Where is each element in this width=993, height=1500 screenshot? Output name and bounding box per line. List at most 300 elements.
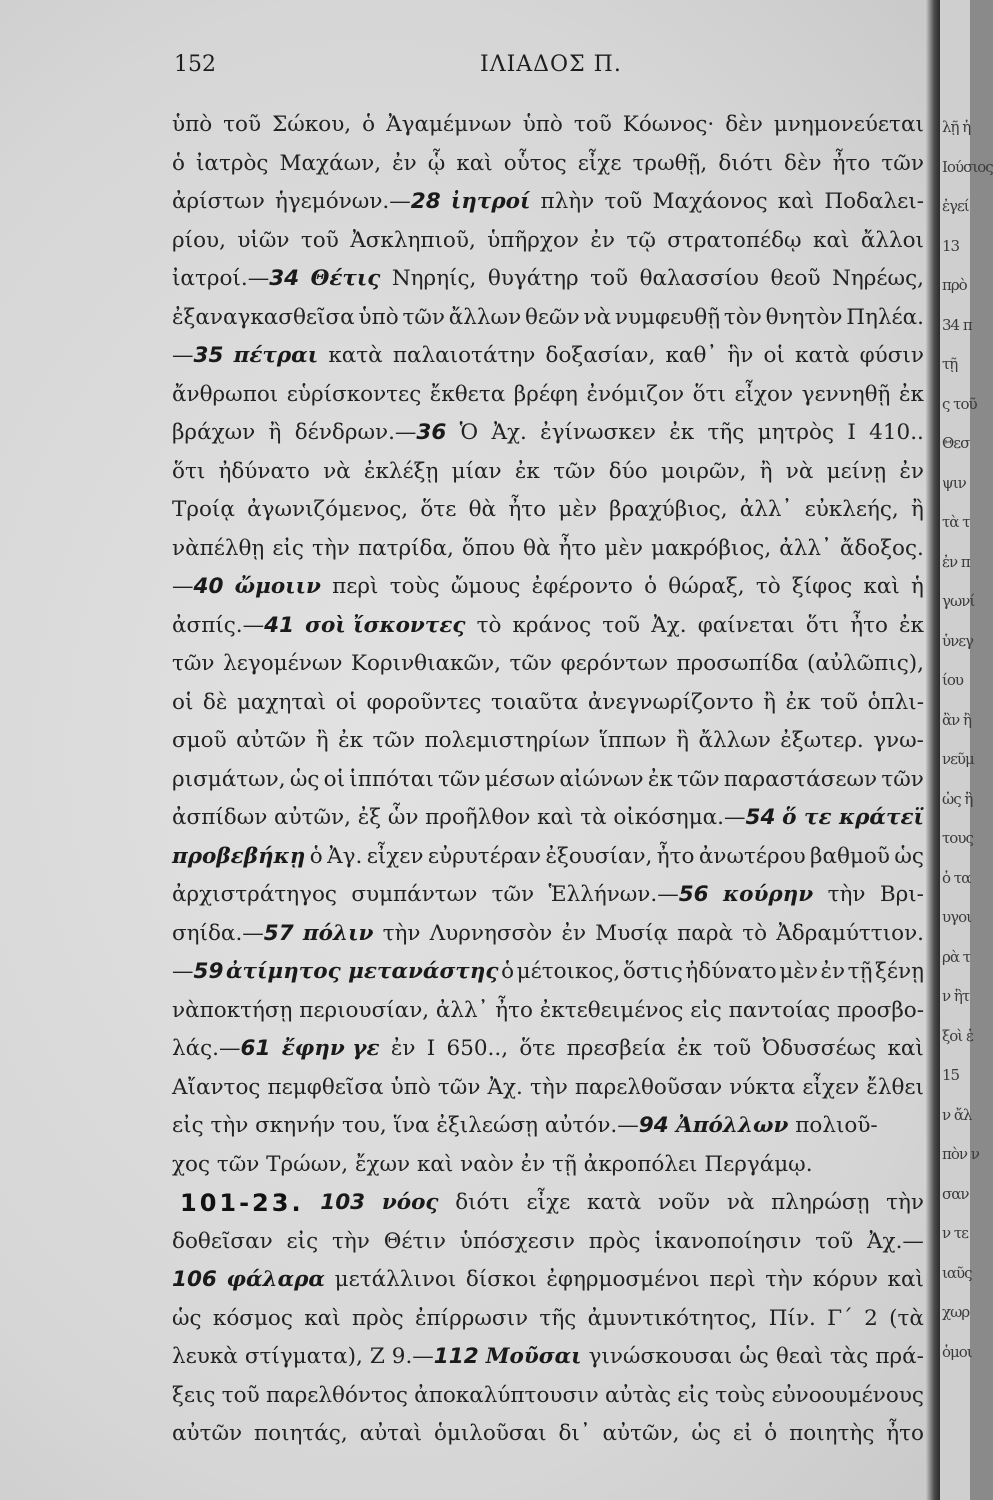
text-run: Ἀγαμέμνων [386,112,512,137]
word [734,376,793,415]
text-run: ἐν [561,920,587,946]
facing-page-fragment: πὸν ν [942,1145,979,1163]
word [172,453,205,492]
word [427,1030,436,1069]
word [899,376,924,415]
text-run: ρισμάτων, [172,766,286,792]
text-run: θεῶν [524,304,580,330]
text-run: βραχύβιος, [609,497,728,522]
word [766,299,843,338]
word [487,222,579,261]
text-line [172,491,924,530]
word [488,260,579,299]
text-run: αὐτὰς [604,1382,671,1408]
word [676,722,689,761]
word [587,1184,641,1223]
text-line [172,530,924,569]
text-run: υἱῶν [237,227,290,253]
word [864,1300,878,1339]
text-run: στίγματα), [244,1344,363,1369]
word [203,684,227,723]
word [658,1184,710,1223]
word [391,1030,416,1069]
text-run: μείνῃ [826,458,887,484]
text-run: τῇ [847,959,873,984]
lemma: κούρην [723,882,814,907]
word [338,722,363,761]
word [172,1377,215,1416]
text-run: (τὰ [889,1305,924,1331]
facing-page-fragment: χωρ [942,1303,970,1321]
text-run: ἡγεμόνων.— [274,189,411,214]
text-run: μακρόβιος, [650,535,772,561]
text-run: τῆς [539,1305,577,1331]
text-run: τὰς [829,1344,869,1369]
text-run: ὡς [691,1421,721,1446]
text-run: Ἀσκληπιοῦ, [350,227,476,253]
word [677,645,799,684]
word [589,1338,733,1377]
text-run: ὑπόσχεσιν [459,1228,575,1254]
text-run: τῶν [677,766,720,792]
word [774,106,924,145]
text-line [172,222,924,261]
word [848,953,873,992]
word [236,722,306,761]
word [324,761,345,800]
word [430,376,505,415]
lemma: προβεβήκῃ [172,843,306,869]
word [815,1223,853,1262]
text-run: Κορινθιακῶν, [351,651,501,676]
text-run: τῶν [509,651,552,676]
text-run: καὶ [887,1267,924,1292]
word [887,1030,923,1069]
word [899,453,924,492]
text-run: ἐκ [677,1036,702,1061]
word [424,722,589,761]
text-line [172,106,924,145]
word [491,414,526,453]
word [299,992,429,1031]
text-line [172,1223,924,1262]
word [590,222,615,261]
text-run: εἰς [272,535,304,561]
text-line [172,1184,924,1223]
facing-page-edge [940,0,993,1500]
word [466,1261,537,1300]
text-run: Πίν. [768,1305,816,1331]
word [713,1030,751,1069]
word [806,607,839,646]
word [310,838,323,877]
word [760,453,773,492]
text-run: τῶν [881,766,924,792]
text-run: καὶ [863,574,900,599]
commentary-text [172,106,924,1454]
word [677,1377,709,1416]
word [729,992,831,1031]
text-run: Σώκου, [272,112,352,137]
text-run: εἰς [677,1382,709,1408]
facing-page-fragment: ὁμοι [942,1342,972,1361]
word [786,453,814,492]
word [275,183,441,222]
text-run: Ἀχ. [487,1074,523,1100]
text-run: ἦτο [832,150,871,176]
text-run: Ἀχ. [491,420,527,445]
word [782,799,924,838]
text-run: δὲν [784,150,822,176]
text-run: καὶ [304,1305,341,1331]
text-run: πατρίδα, [357,535,454,561]
word [223,106,261,145]
text-run: ἠδύνατο [218,458,310,484]
text-run: τοῦ [602,612,641,638]
text-run: τὴν [529,1074,568,1100]
text-run: ἄδοξος. [839,535,924,561]
text-run: παρελθόντος [265,1382,408,1408]
word [438,1069,481,1108]
word [428,838,541,877]
facing-page-fragment: τὰ τ [942,513,970,531]
word [312,530,350,569]
word [802,376,891,415]
word [559,761,643,800]
word [352,1300,404,1339]
text-run: πολεμιστηρίων [424,728,590,753]
text-run: τοὺς [389,574,440,599]
text-line [172,684,924,723]
text-run: γνω- [873,728,924,753]
text-run: τὴν [886,1190,924,1215]
word [586,376,684,415]
word [392,1338,479,1377]
text-run: θώραξ, [668,574,745,599]
text-run: προσωπίδα [676,651,799,676]
word [350,222,476,261]
text-run: καὶ [456,150,493,176]
word [539,1300,576,1339]
word [667,222,801,261]
word [172,607,294,646]
text-line [172,876,924,915]
text-line [172,1030,924,1069]
word [332,1223,370,1262]
text-run: νὰ [726,1190,755,1215]
text-run: αὐταὶ [359,1421,423,1446]
word [802,1069,859,1108]
text-run: Αἴαντος [172,1074,261,1100]
text-run: ὁμιλοῦσαι [433,1421,547,1446]
word [776,915,924,954]
text-line [172,1107,924,1146]
text-run: νὰπέλθῃ [172,535,265,561]
text-run: συμπάντων [351,882,478,907]
word [172,799,267,838]
word [523,530,550,569]
facing-page-fragment: Ιούσιος [942,157,993,176]
lemma: σοὶ ἴσκοντες [305,612,466,638]
text-run: 410.. [869,420,924,445]
facing-page-fragment: ὡς ἢ [942,789,973,808]
word [875,1338,924,1377]
text-run: ἐν [899,458,924,484]
text-run: ἢ [763,689,777,715]
text-run: ἀγωνιζόμενος, [247,497,409,522]
word [392,145,417,184]
word [247,491,408,530]
text-run: ἢ [759,458,773,484]
word [172,915,294,954]
word [428,145,446,184]
facing-page-fragment: γωνί [942,592,975,610]
word [362,106,375,145]
facing-page-fragment: ίου [942,671,964,689]
section-range: 101-23. [180,1189,304,1217]
word [351,645,501,684]
word [254,1415,348,1454]
word [384,1223,446,1262]
text-run: πληρώσῃ [771,1190,870,1215]
text-run: ἄλλοι [860,227,924,253]
line-number-ref: 35 [193,343,224,368]
word [813,1261,878,1300]
text-run: τῶν [553,458,596,484]
word [574,106,612,145]
word [311,260,381,299]
word [778,183,814,222]
word [837,992,924,1031]
text-run: νυμφευθῇ [614,304,721,330]
text-run: καὶ [813,227,850,253]
text-run: οἰκόσημα.— [613,805,746,830]
text-run: ἰατρὸς [196,150,269,176]
text-run: κόρυν [812,1267,878,1292]
word [875,953,924,992]
word [830,1338,868,1377]
word [911,568,924,607]
facing-page-fragment: υγοι [942,908,971,926]
facing-page-fragment: τῇ [942,355,958,373]
word [588,684,754,723]
line-number-ref: 28 [410,189,441,214]
text-run: αὐτῶν [172,1421,243,1446]
word [530,1069,568,1108]
word [715,1377,765,1416]
word [561,915,586,954]
word [452,453,502,492]
text-run: ἐνόμιζον [586,381,685,407]
lemma: ἰητροί [450,189,531,214]
word [723,876,813,915]
word [449,299,521,338]
text-run: κράνος [512,612,592,638]
word [172,145,185,184]
text-run: ἐγίνωσκεν [540,420,656,445]
text-run: περὶ [709,1267,756,1292]
line-number-ref: 59 [193,959,224,984]
text-run: ἀποκαλύπτουσιν [414,1382,599,1408]
text-run: ἢ [910,497,924,522]
text-run: καὶ [537,805,574,830]
text-line [172,337,924,376]
word [779,953,818,992]
text-run: μὲν [558,497,597,522]
text-run: ἐκλέξῃ [363,458,439,484]
text-run: Ἀχ.— [867,1228,924,1254]
word [827,1300,853,1339]
text-run: δι᾽ [558,1421,591,1446]
word [323,453,351,492]
text-run: ἦτο [558,535,597,561]
word [269,414,282,453]
facing-page-fragment: πρὸ [942,276,967,294]
facing-page-fragment: ψιν [942,473,966,492]
word [739,1338,769,1377]
word [172,1415,242,1454]
word [196,145,268,184]
word [840,530,924,569]
text-run: ὁ [309,843,323,869]
word [868,684,924,723]
word [644,568,657,607]
word [501,953,514,992]
book-spine-gutter [926,0,940,1500]
word [718,145,773,184]
text-run: τοῦ [300,227,339,253]
lemma: Μοῦσαι [485,1344,582,1369]
word [850,607,888,646]
word [765,1261,803,1300]
lemma: πέτραι [233,343,319,368]
word [491,684,578,723]
text-run: θὰ [468,497,497,522]
text-run: ὁ [501,959,515,984]
word [648,761,673,800]
text-run: ἀλλ᾽ [739,497,793,522]
text-run: τὴν [312,535,350,561]
word [708,414,745,453]
facing-page-fragment: τους [942,829,973,847]
text-run: δένδρων.— [294,420,417,445]
word [219,453,310,492]
lemma: νόος [381,1190,439,1215]
text-run: ἐφέροντο [531,574,633,599]
word [172,106,212,145]
word [780,722,863,761]
text-run: ἐν [820,959,846,984]
word [523,106,563,145]
text-run: ὅτε [420,497,457,522]
text-run: ἀλλ᾽ [435,997,489,1023]
word [455,1184,510,1223]
text-run: ὁ [362,112,376,137]
text-run: ἔλθει [866,1074,924,1100]
text-line [172,799,924,838]
text-run: δοθεῖσαν [172,1228,273,1254]
word [604,183,642,222]
text-run: εἶχεν [366,843,424,869]
word [456,145,492,184]
text-run: εἶχε [577,150,622,176]
text-run: εὐνοουμένους [771,1382,924,1408]
word [351,876,477,915]
word [860,337,924,376]
facing-page-fragment: ξοὶ ἐ [942,1026,973,1045]
word [462,530,515,569]
text-run: ἐκ [898,381,924,407]
text-line [172,1338,924,1377]
word [223,645,342,684]
text-run: ἐκτεθειμένος [539,997,684,1023]
text-run: ἀρχιστράτηγος [172,882,337,907]
text-run: ἦτο [850,612,888,638]
text-run: κατὰ [795,343,850,368]
word [172,337,223,376]
text-run: εὑρίσκοντες [286,381,422,407]
word [335,1261,457,1300]
word [590,260,628,299]
word [172,645,215,684]
text-run: αὐτῶν, [274,805,351,830]
line-number-ref: 41 [264,612,295,638]
text-run: τῶν [372,728,416,753]
text-run: λεγομένων [223,651,343,676]
text-run: προῆλθον [425,805,531,830]
facing-page-fragment: ν ἄλ [942,1105,972,1124]
word [304,1300,340,1339]
text-line [172,992,924,1031]
word [863,568,899,607]
word [633,145,708,184]
text-run: Πηλέα. [846,304,924,330]
text-run: δὲν [725,112,763,137]
text-run: ἦτο [508,497,547,522]
text-line [172,1261,924,1300]
line-number-ref: 34 [269,266,300,291]
word [847,414,856,453]
facing-page-fragment: ὁ τα [942,868,971,887]
line-number-ref: 54 [745,805,776,830]
word [873,722,924,761]
word [640,260,759,299]
text-run: — [172,574,194,599]
word [234,337,319,376]
text-run: πρεσβεία [566,1036,666,1061]
text-run: ἐκ [785,689,811,715]
text-run: ἐκ [669,420,695,445]
word [820,684,858,723]
text-run: θεοῦ [770,266,821,291]
word [172,1069,260,1108]
word [364,453,438,492]
lemma: Ἀπόλλων [676,1113,789,1138]
word [881,761,924,800]
text-run: μέσων [484,766,556,792]
word [820,953,845,992]
text-run: ᾧ [427,150,446,176]
text-run: οἱ [172,689,194,715]
word [390,568,440,607]
text-run: φερόντων [560,651,668,676]
word [373,722,416,761]
word [899,607,924,646]
text-run: εἰς [286,1228,319,1254]
text-run: Νηρηίς, [391,266,477,291]
text-run: — [172,343,194,368]
word [763,337,784,376]
